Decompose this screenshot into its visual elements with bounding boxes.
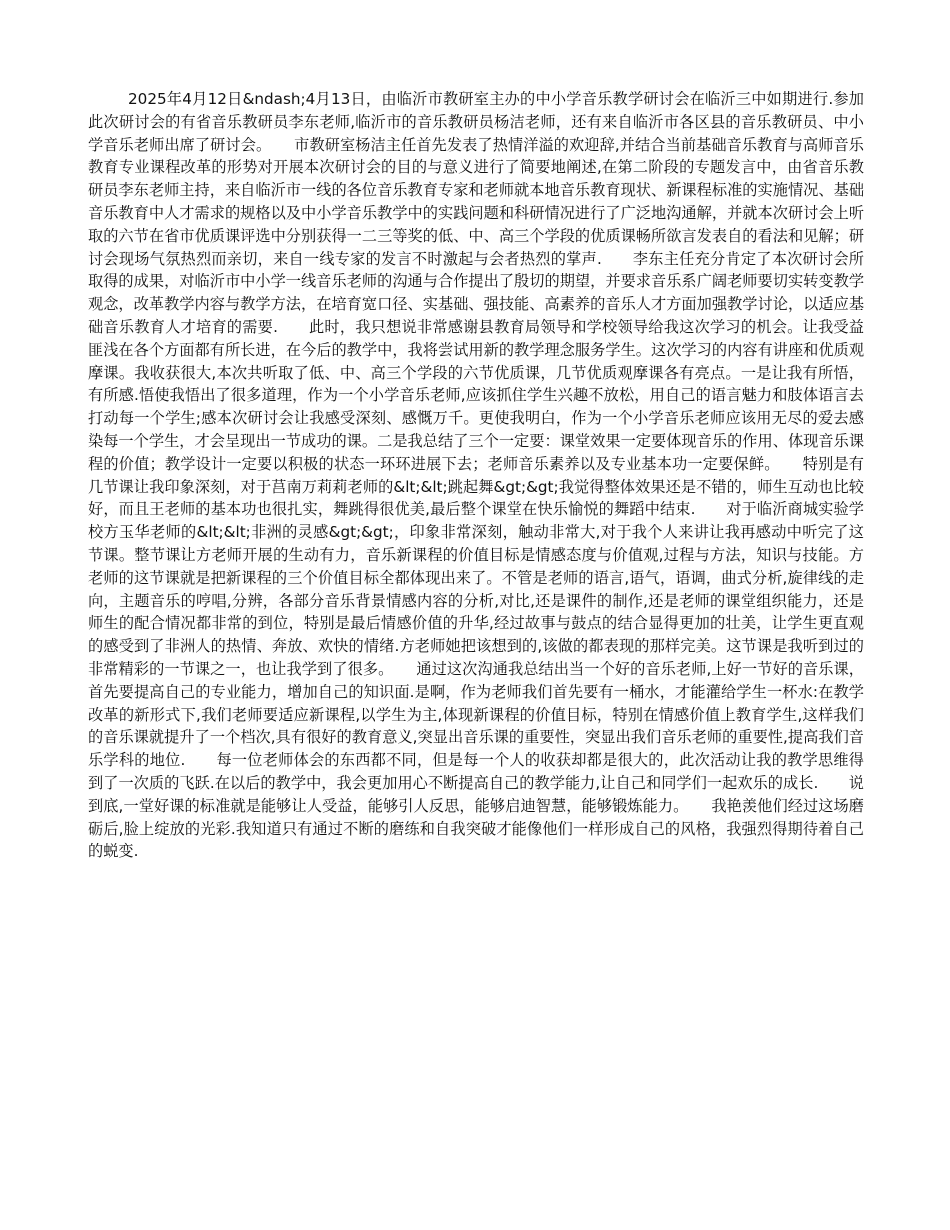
body-paragraph: 2025年4月12日&ndash;4月13日，由临沂市教研室主办的中小学音乐教学研讨会在临沂三中如期进行.参加此次研讨会的有省音乐教研员李东老师,临沂市的音乐教研员杨洁老师，还有来自临沂市各区县的音乐教研员、中小学音乐老师出席了研讨会。 市教研室杨洁主任首先发表了热情洋溢的欢迎辞,并结合当前基础音乐教育与高师音乐教育专业课程改革的形势对开展本次研讨会的目的与意义进行了简要地阐述,在第二阶段的专题发言中，由省音乐教研员李东老师主持，来自临沂市一线的各位音乐教育专家和老师就本地音乐教育现状、新课程标准的实施情况、基础音乐教育中人才需求的规格以及中小学音乐教学中的实践问题和科研情况进行了广泛地沟通解，并就本次研讨会上听取的六节在省市优质课评选中分别获得一二三等奖的低、中、高三个学段的优质课畅所欲言发表自的看法和见解；研讨会现场气氛热烈而亲切，来自一线专家的发言不时激起与会者热烈的掌声. 李东主任充分肯定了本次研讨会所取得的成果，对临沂市中小学一线音乐老师的沟通与合作提出了殷切的期望，并要求音乐系广阔老师要切实转变教学观念，改革教学内容与教学方法，在培育宽口径、实基础、强技能、高素养的音乐人才方面加强教学讨论，以适应基础音乐教育人才培育的需要. 此时，我只想说非常感谢县教育局领导和学校领导给我这次学习的机会。让我受益匪浅在各个方面都有所长进，在今后的教学中，我将尝试用新的教学理念服务学生。这次学习的内容有讲座和优质观摩课。我收获很大,本次共听取了低、中、高三个学段的六节优质课，几节优质观摩课各有亮点。一是让我有所悟，有所感.悟使我悟出了很多道理，作为一个小学音乐老师,应该抓住学生兴趣不放松，用自己的语言魅力和肢体语言去打动每一个学生;感本次研讨会让我感受深刻、感慨万千。更使我明白，作为一个小学音乐老师应该用无尽的爱去感染每一个学生，才会呈现出一节成功的课。二是我总结了三个一定要：课堂效果一定要体现音乐的作用、体现音乐课程的价值；教学设计一定要以积极的状态一环环进展下去；老师音乐素养以及专业基本功一定要保鲜。 特别是有几节课让我印象深刻，对于莒南万莉莉老师的&lt;&lt;跳起舞&gt;&gt;我觉得整体效果还是不错的，师生互动也比较好，而且王老师的基本功也很扎实，舞跳得很优美,最后整个课堂在快乐愉悦的舞蹈中结束. 对于临沂商城实验学校方玉华老师的&lt;&lt;非洲的灵感&gt;&gt;，印象非常深刻，触动非常大,对于我个人来讲让我再感动中听完了这节课。整节课让方老师开展的生动有力，音乐新课程的价值目标是情感态度与价值观,过程与方法，知识与技能。方老师的这节课就是把新课程的三个价值目标全都体现出来了。不管是老师的语言,语气，语调，曲式分析,旋律线的走向，主题音乐的哼唱,分辨，各部分音乐背景情感内容的分析,对比,还是课件的制作,还是老师的课堂组织能力，还是师生的配合情况都非常的到位，特别是最后情感价值的升华,经过故事与鼓点的结合显得更加的壮美，让学生更直观的感受到了非洲人的热情、奔放、欢快的情绪.方老师她把该想到的,该做的都表现的那样完美。这节课是我听到过的非常精彩的一节课之一，也让我学到了很多。 通过这次沟通我总结出当一个好的音乐老师,上好一节好的音乐课，首先要提高自己的专业能力，增加自己的知识面.是啊，作为老师我们首先要有一桶水，才能灌给学生一杯水:在教学改革的新形式下,我们老师要适应新课程,以学生为主,体现新课程的价值目标，特别在情感价值上教育学生,这样我们的音乐课就提升了一个档次,具有很好的教育意义,突显出音乐课的重要性，突显出我们音乐老师的重要性,提高我们音乐学科的地位. 每一位老师体会的东西都不同，但是每一个人的收获却都是很大的，此次活动让我的教学思维得到了一次质的飞跃.在以后的教学中，我会更加用心不断提高自己的教学能力,让自己和同学们一起欢乐的成长. 说到底,一堂好课的标准就是能够让人受益，能够引人反思，能够启迪智慧，能够锻炼能力。 我艳羡他们经过这场磨砺后,脸上绽放的光彩.我知道只有通过不断的磨练和自我突破才能像他们一样形成自己的风格，我强烈得期待着自己的蜕变.: [88, 90, 864, 861]
document-page: [88, 88, 864, 863]
